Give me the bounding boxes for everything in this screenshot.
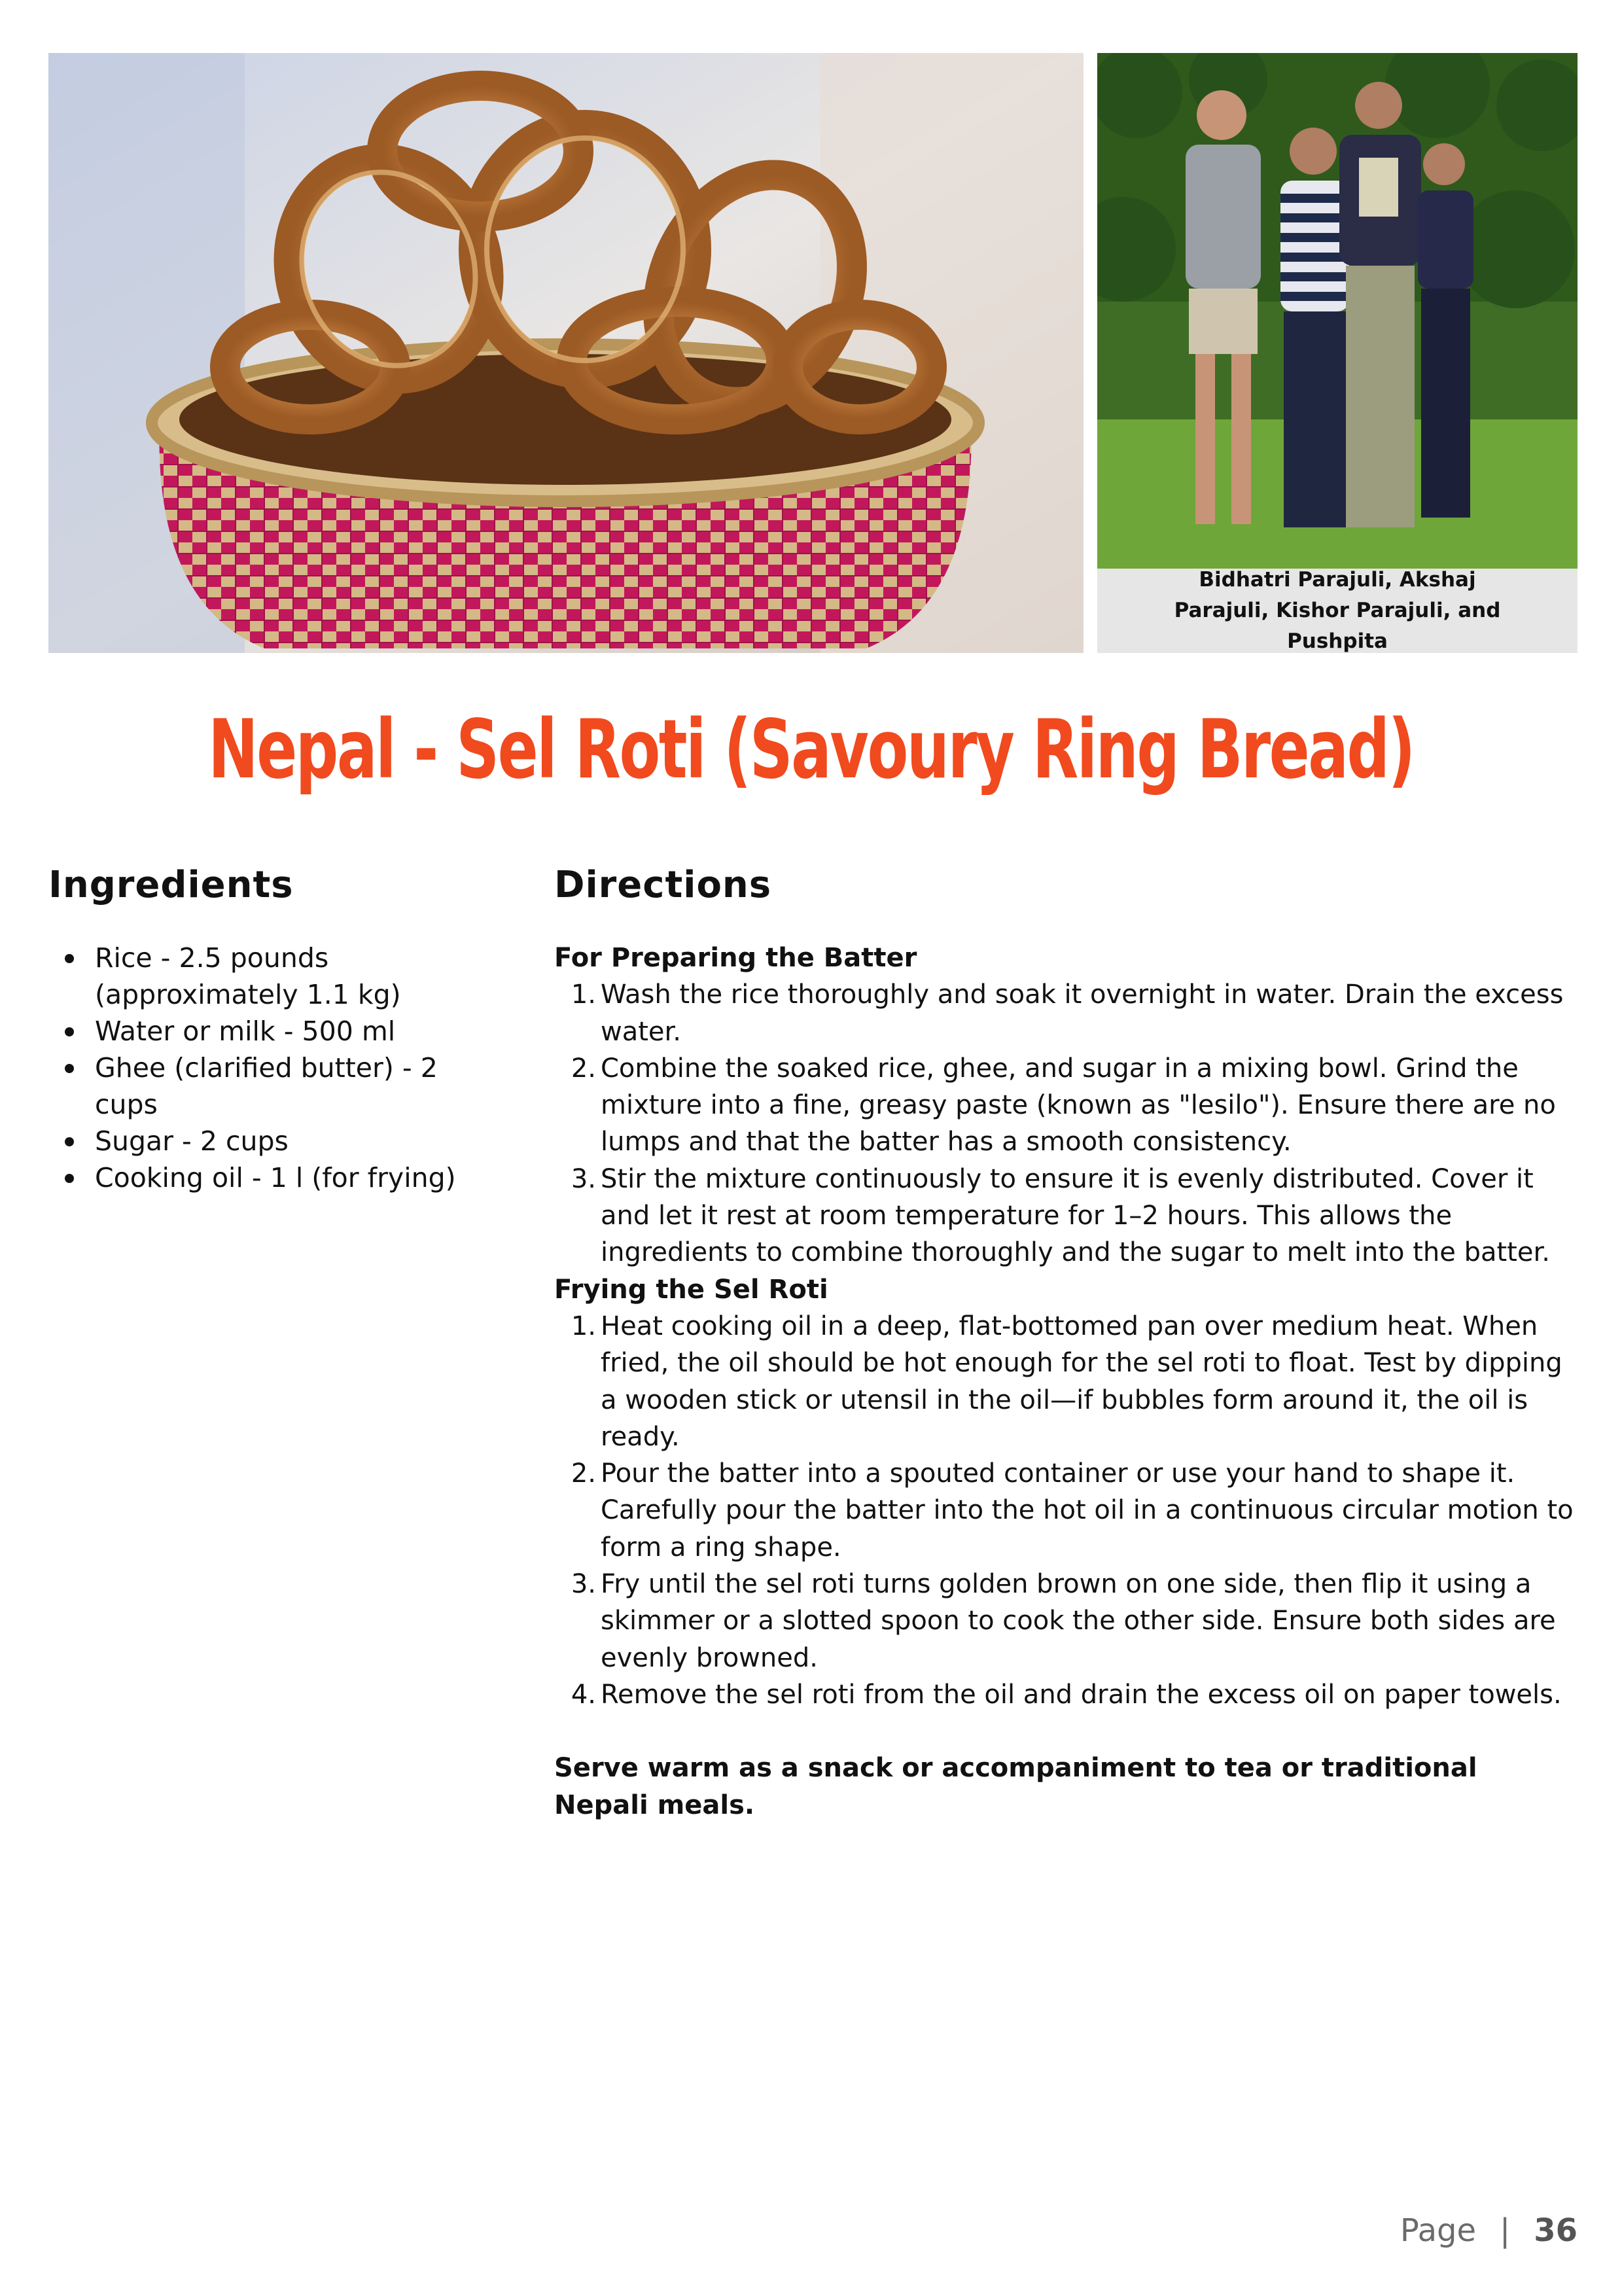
step-text: Pour the batter into a spouted container or use your hand to shape it. Carefully pour the batter into the hot oil in a continuous circular motion to form a ring shape. xyxy=(601,1458,1574,1563)
page-number: 36 xyxy=(1534,2212,1578,2249)
footer-separator: | xyxy=(1500,2212,1511,2249)
ingredient-item: Cooking oil - 1 l (for frying) xyxy=(48,1159,506,1196)
sel-roti-basket-photo-icon xyxy=(48,53,1084,653)
direction-step xyxy=(554,1455,1581,1566)
ingredients-list xyxy=(48,940,506,1196)
step-text: Remove the sel roti from the oil and drain the excess oil on paper towels. xyxy=(601,1679,1562,1710)
ingredient-item: Water or milk - 500 ml xyxy=(48,1013,506,1050)
step-number: 3. xyxy=(571,1163,596,1194)
step-text: Wash the rice thoroughly and soak it overnight in water. Drain the excess water. xyxy=(601,980,1564,1047)
family-photo-icon xyxy=(1097,53,1578,569)
frying-steps xyxy=(554,1308,1581,1713)
ingredient-item: Ghee (clarified butter) - 2 cups xyxy=(48,1050,506,1123)
direction-step xyxy=(554,1676,1581,1713)
step-number: 1. xyxy=(571,980,596,1010)
page-footer xyxy=(1400,2208,1578,2253)
ingredient-item: Sugar - 2 cups xyxy=(48,1123,506,1159)
family-photo xyxy=(1097,53,1578,569)
page-label: Page xyxy=(1400,2212,1477,2249)
step-number: 2. xyxy=(571,1458,596,1489)
direction-step xyxy=(554,1161,1581,1271)
page-title: Nepal - Sel Roti (Savoury Ring Bread) xyxy=(208,703,1414,797)
direction-step xyxy=(554,1050,1581,1161)
step-text: Stir the mixture continuously to ensure it is evenly distributed. Cover it and let it rest at room temperature for 1–2 hours. This allows the ingredients to combine thoroughly and the sugar to melt into the batter. xyxy=(601,1163,1550,1268)
step-number: 1. xyxy=(571,1311,596,1341)
direction-step xyxy=(554,1308,1581,1455)
family-caption-text: Bidhatri Parajuli, Akshaj Parajuli, Kishor Parajuli, and Pushpita xyxy=(1174,568,1501,653)
photo-caption xyxy=(1097,569,1578,653)
sel-roti-photo xyxy=(48,53,1084,653)
batter-section-title: For Preparing the Batter xyxy=(554,943,917,973)
step-number: 2. xyxy=(571,1053,596,1084)
spacer xyxy=(554,1713,1581,1750)
step-number: 3. xyxy=(571,1569,596,1600)
directions-body xyxy=(554,940,1581,1824)
directions-heading: Directions xyxy=(554,864,772,906)
step-text: Combine the soaked rice, ghee, and sugar in a mixing bowl. Grind the mixture into a fine, greasy paste (known as "lesilo"). Ensure there are no lumps and that the batter has a smooth consistency. xyxy=(601,1053,1556,1157)
frying-section-title: Frying the Sel Roti xyxy=(554,1274,828,1305)
step-text: Heat cooking oil in a deep, flat-bottomed pan over medium heat. When fried, the oil should be hot enough for the sel roti to float. Test by dipping a wooden stick or utensil in the oil—if bubbles form around it, the oil is ready. xyxy=(601,1311,1562,1452)
ingredient-item: Rice - 2.5 pounds (approximately 1.1 kg) xyxy=(48,940,506,1013)
step-number: 4. xyxy=(571,1679,596,1710)
step-text: Fry until the sel roti turns golden brown on one side, then flip it using a skimmer or a slotted spoon to cook the other side. Ensure both sides are evenly browned. xyxy=(601,1569,1556,1673)
direction-step xyxy=(554,1566,1581,1676)
ingredients-heading: Ingredients xyxy=(48,864,294,906)
direction-step xyxy=(554,976,1581,1050)
serve-note: Serve warm as a snack or accompaniment to tea or traditional Nepali meals. xyxy=(554,1753,1477,1820)
batter-steps xyxy=(554,976,1581,1271)
